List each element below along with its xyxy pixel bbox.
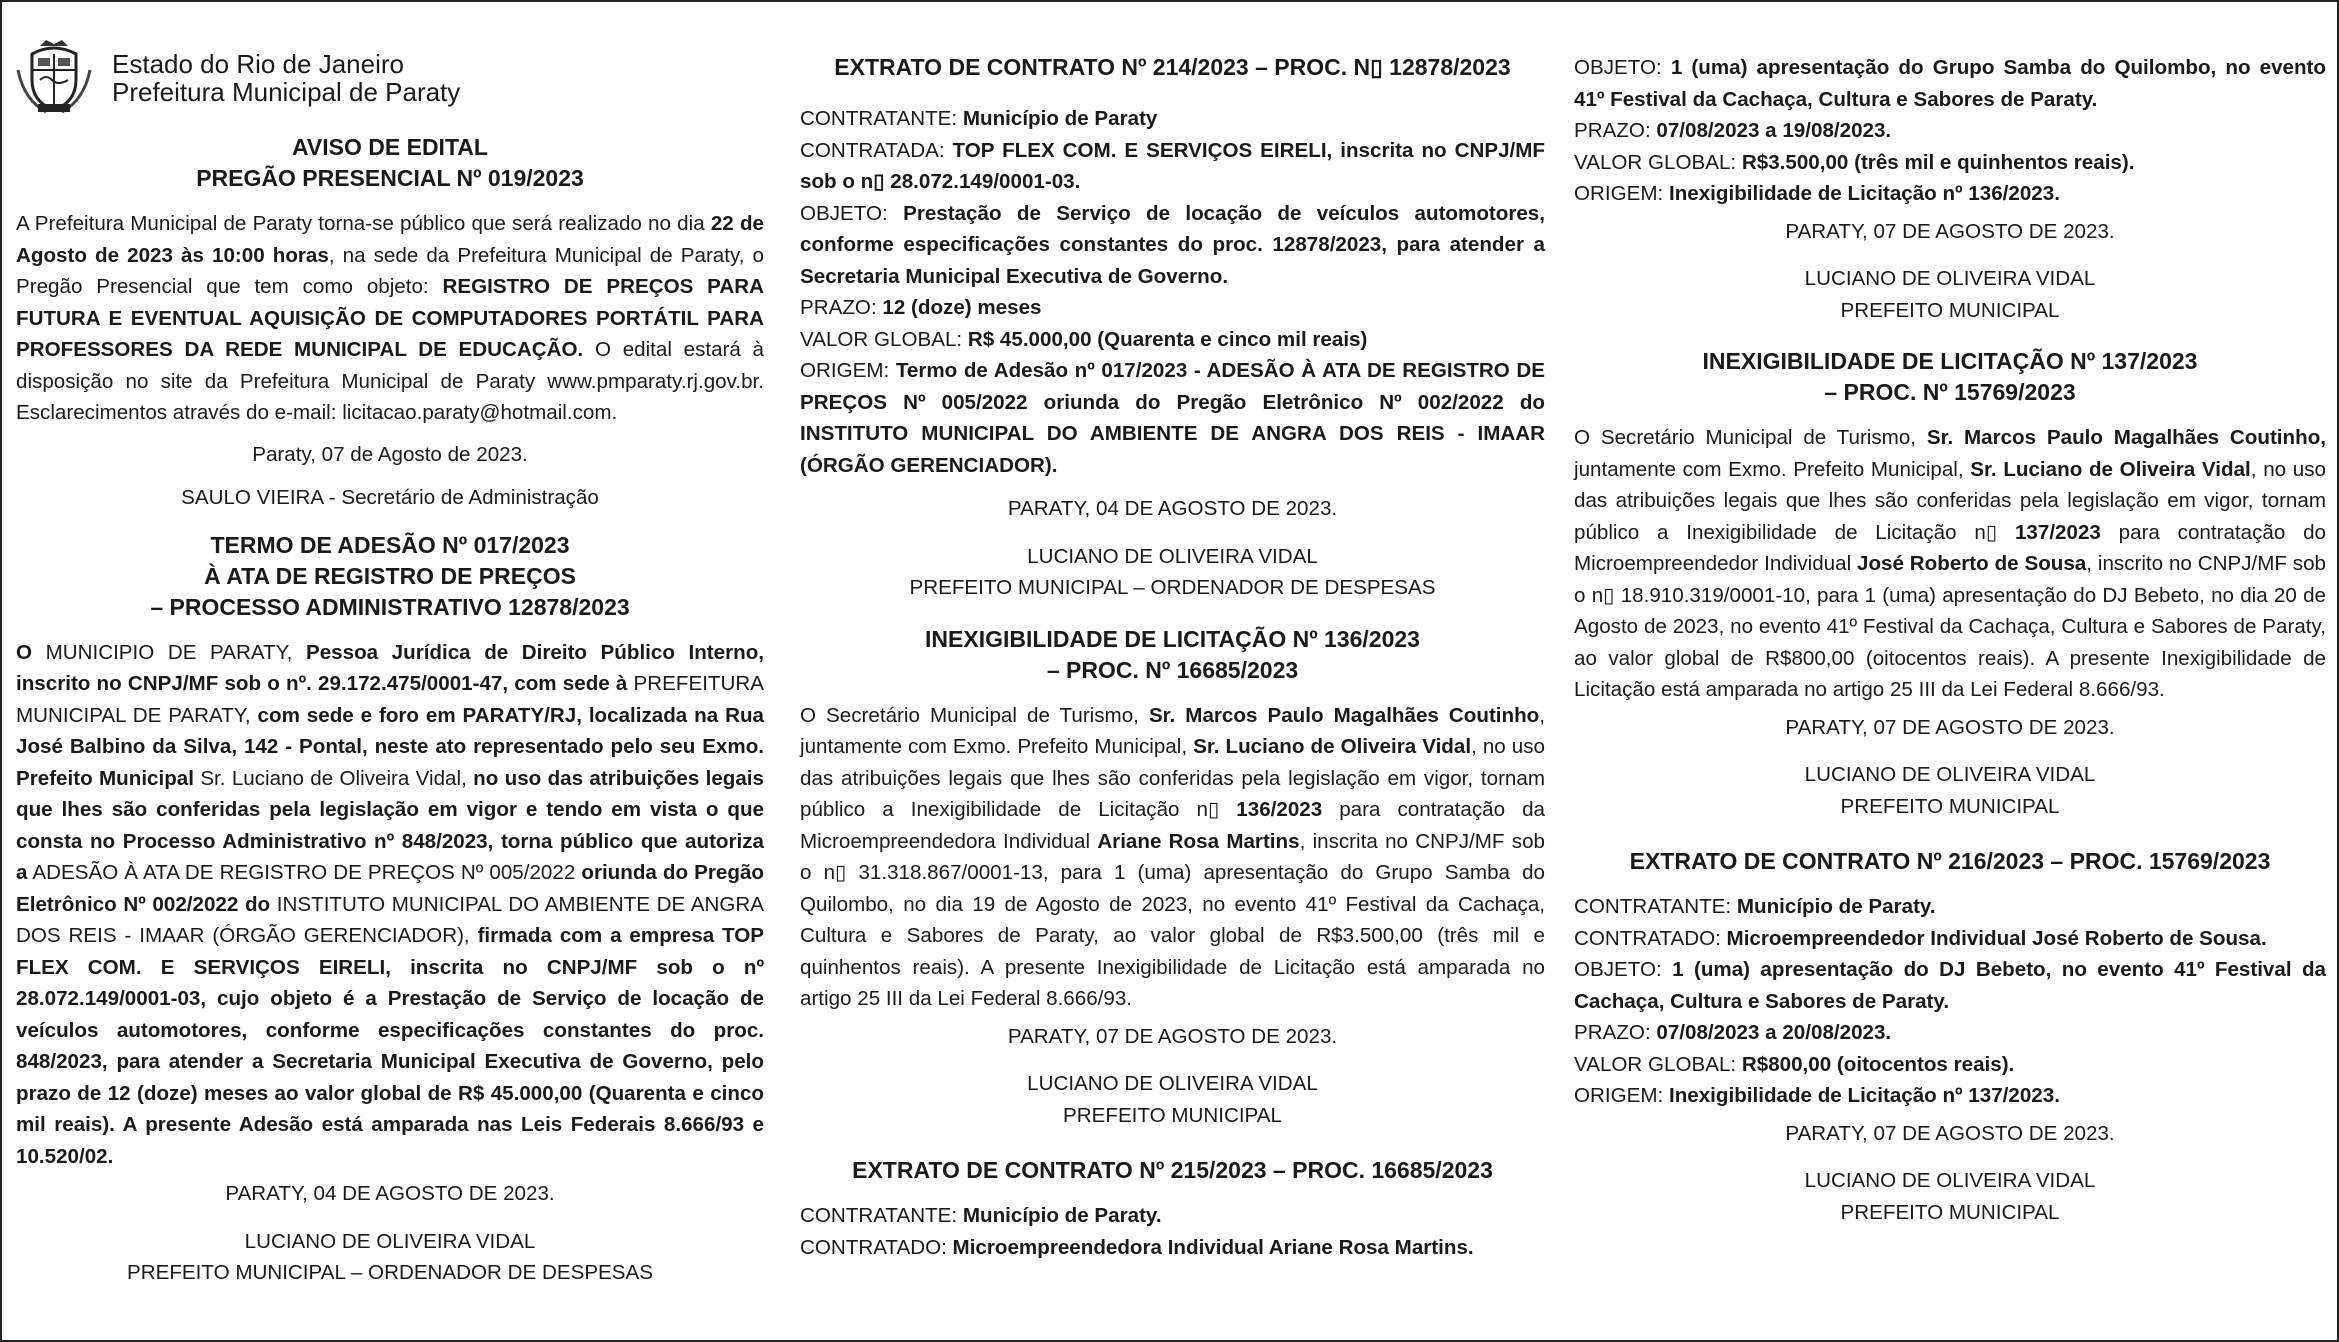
ext214-signer-role: PREFEITO MUNICIPAL – ORDENADOR DE DESPESAS <box>909 576 1436 599</box>
termo-signature <box>16 1178 764 1289</box>
inex136-signature <box>800 1021 1545 1132</box>
ext216-prazo: PRAZO: 07/08/2023 a 20/08/2023. <box>1574 1021 1892 1044</box>
ext215-date: PARATY, 07 DE AGOSTO DE 2023. <box>1785 219 2115 243</box>
ext216-section <box>1574 846 2326 1228</box>
inex136-section <box>800 624 1545 1132</box>
termo-signer: LUCIANO DE OLIVEIRA VIDAL <box>244 1229 536 1253</box>
inex136-title: INEXIGIBILIDADE DE LICITAÇÃO Nº 136/2023 <box>925 625 1420 652</box>
ext215-origem: ORIGEM: Inexigibilidade de Licitação nº 136/2023. <box>1574 182 2060 205</box>
aviso-date: Paraty, 07 de Agosto de 2023. <box>252 442 528 466</box>
aviso-signature: SAULO VIEIRA - Secretário de Administração <box>181 486 599 509</box>
inex136-signer: LUCIANO DE OLIVEIRA VIDAL <box>1027 1072 1318 1095</box>
prefeitura-name: Prefeitura Municipal de Paraty <box>112 77 461 107</box>
inex137-process: – PROC. Nº 15769/2023 <box>1824 379 2076 405</box>
ext214-date: PARATY, 04 DE AGOSTO DE 2023. <box>1007 497 1338 520</box>
inex136-process: – PROC. Nº 16685/2023 <box>1046 656 1299 683</box>
column-1 <box>16 2 764 1340</box>
inex137-signature <box>1574 712 2326 823</box>
aviso-subtitle: PREGÃO PRESENCIAL Nº 019/2023 <box>196 165 584 191</box>
aviso-title: AVISO DE EDITAL <box>292 134 488 160</box>
ext215-section <box>800 1155 1545 1263</box>
inex137-date: PARATY, 07 DE AGOSTO DE 2023. <box>1785 715 2115 739</box>
ext215-contratante: CONTRATANTE: Município de Paraty. <box>800 1204 1162 1227</box>
inex136-date: PARATY, 07 DE AGOSTO DE 2023. <box>1007 1024 1338 1048</box>
aviso-section <box>16 132 764 514</box>
ext215-prazo: PRAZO: 07/08/2023 a 19/08/2023. <box>1574 119 1892 142</box>
ext215-signature <box>1574 216 2326 327</box>
termo-date: PARATY, 04 DE AGOSTO DE 2023. <box>225 1182 555 1205</box>
ext215-objeto: OBJETO: 1 (uma) apresentação do Grupo Samba do Quilombo, no evento 41º Festival da Cachaça, Cultura e Sabores de Paraty. <box>1574 56 2326 111</box>
ext215-continued <box>1574 52 2326 326</box>
ext214-signature <box>800 493 1545 604</box>
ext215-contratado: CONTRATADO: Microempreendedora Individual Ariane Rosa Martins. <box>800 1235 1474 1259</box>
ext216-title: EXTRATO DE CONTRATO Nº 216/2023 – PROC. 15769/2023 <box>1629 848 2271 874</box>
organization <box>112 50 460 106</box>
ext214-signer: LUCIANO DE OLIVEIRA VIDAL <box>1027 544 1318 568</box>
termo-title: TERMO DE ADESÃO Nº 017/2023 <box>210 531 570 558</box>
ext215-valor: VALOR GLOBAL: R$3.500,00 (três mil e quinhentos reais). <box>1574 150 2135 174</box>
coat-of-arms-icon <box>16 40 92 116</box>
inex137-body: O Secretário Municipal de Turismo, Sr. Marcos Paulo Magalhães Coutinho, juntamente com Exmo. Prefeito Municipal, Sr. Luciano de Oliveira Vidal, no uso das atribuições legais que lhes são conferidas pela legislação em vigor, tornam público a Inexigibilidade de Licitação n▯ 137/2023 para contratação do Microempreendedor Individual José Roberto de Sousa, inscrito no CNPJ/MF sob o n▯ 18.910.319/0001-10, para 1 (uma) apresentação do DJ Bebeto, no dia 20 de Agosto de 2023, no evento 41º Festival da Cachaça, Cultura e Sabores de Paraty, ao valor global de R$800,00 (oitocentos reais). A presente Inexigibilidade de Licitação está amparada no artigo 25 III da Lei Federal 8.666/93. <box>1574 426 2327 701</box>
inex136-body: O Secretário Municipal de Turismo, Sr. Marcos Paulo Magalhães Coutinho, juntamente com Exmo. Prefeito Municipal, Sr. Luciano de Oliveira Vidal, no uso das atribuições legais que lhes são conferidas pela legislação em vigor, tornam público a Inexigibilidade de Licitação n▯ 136/2023 para contratação da Microempreendedora Individual Ariane Rosa Martins, inscrita no CNPJ/MF sob o n▯ 31.318.867/0001-13, para 1 (uma) apresentação do Grupo Samba do Quilombo, no dia 19 de Agosto de 2023, no evento 41º Festival da Cachaça, Cultura e Sabores de Paraty, ao valor global de R$3.500,00 (três mil e quinhentos reais). A presente Inexigibilidade de Licitação está amparada no artigo 25 III da Lei Federal 8.666/93. <box>800 703 1546 1010</box>
inex137-signer: LUCIANO DE OLIVEIRA VIDAL <box>1804 763 2096 786</box>
inex137-title: INEXIGIBILIDADE DE LICITAÇÃO Nº 137/2023 <box>1702 348 2198 374</box>
termo-signer-role: PREFEITO MUNICIPAL – ORDENADOR DE DESPESAS <box>126 1261 653 1284</box>
ext214-objeto: OBJETO: Prestação de Serviço de locação de veículos automotores, conforme especificações constantes do proc. 12878/2023, para atender a Secretaria Municipal Executiva de Governo. <box>800 201 1545 288</box>
column-2 <box>800 2 1545 1340</box>
termo-body: O MUNICIPIO DE PARATY, Pessoa Jurídica de Direito Público Interno, inscrito no CNPJ/MF sob o nº. 29.172.475/0001-47, com sede à PREFEITURA MUNICIPAL DE PARATY, com sede e foro em PARATY/RJ, localizada na Rua José Balbino da Silva, 142 - Pontal, neste ato representado pelo seu Exmo. Prefeito Municipal Sr. Luciano de Oliveira Vidal, no uso das atribuições legais que lhes são conferidas pela legislação em vigor e tendo em vista o que consta no Processo Administrativo nº 848/2023, torna público que autoriza a ADESÃO À ATA DE REGISTRO DE PREÇOS Nº 005/2022 oriunda do Pregão Eletrônico Nº 002/2022 do INSTITUTO MUNICIPAL DO AMBIENTE DE ANGRA DOS REIS - IMAAR (ÓRGÃO GERENCIADOR), firmada com a empresa TOP FLEX COM. E SERVIÇOS EIRELI, inscrita no CNPJ/MF sob o nº 28.072.149/0001-03, cujo objeto é a Prestação de Serviço de locação de veículos automotores, conforme especificações constantes do proc. 848/2023, para atender a Secretaria Municipal Executiva de Governo, pelo prazo de 12 (doze) meses ao valor global de R$ 45.000,00 (Quarenta e cinco mil reais). A presente Adesão está amparada nas Leis Federais 8.666/93 e 10.520/02. <box>16 640 765 1168</box>
ext214-title: EXTRATO DE CONTRATO Nº 214/2023 – PROC. N▯ 12878/2023 <box>834 54 1511 80</box>
state-name: Estado do Rio de Janeiro <box>112 49 404 79</box>
termo-section <box>16 530 764 1289</box>
ext216-signature <box>1574 1118 2326 1229</box>
ext215-title: EXTRATO DE CONTRATO Nº 215/2023 – PROC. 16685/2023 <box>852 1157 1493 1183</box>
ext214-contratante: CONTRATANTE: Município de Paraty <box>800 107 1158 130</box>
ext216-date: PARATY, 07 DE AGOSTO DE 2023. <box>1785 1121 2115 1145</box>
column-3 <box>1574 2 2326 1340</box>
termo-process: – PROCESSO ADMINISTRATIVO 12878/2023 <box>150 593 630 620</box>
ext216-contratante: CONTRATANTE: Município de Paraty. <box>1574 895 1936 918</box>
ext214-prazo: PRAZO: 12 (doze) meses <box>800 296 1042 319</box>
ext214-valor: VALOR GLOBAL: R$ 45.000,00 (Quarenta e cinco mil reais) <box>800 327 1368 351</box>
ext216-signer: LUCIANO DE OLIVEIRA VIDAL <box>1804 1169 2096 1192</box>
inex137-section <box>1574 346 2326 822</box>
ext214-contratada: CONTRATADA: TOP FLEX COM. E SERVIÇOS EIRELI, inscrita no CNPJ/MF sob o n▯ 28.072.149/0001-03. <box>800 138 1545 193</box>
ext215-signer: LUCIANO DE OLIVEIRA VIDAL <box>1804 267 2096 290</box>
ext216-origem: ORIGEM: Inexigibilidade de Licitação nº 137/2023. <box>1574 1084 2060 1107</box>
ext216-valor: VALOR GLOBAL: R$800,00 (oitocentos reais). <box>1574 1052 2015 1076</box>
ext215-signer-role: PREFEITO MUNICIPAL <box>1840 298 2060 322</box>
ext214-section <box>800 52 1545 604</box>
ext216-objeto: OBJETO: 1 (uma) apresentação do DJ Bebeto, no evento 41º Festival da Cachaça, Cultura e Sabores de Paraty. <box>1574 958 2326 1013</box>
inex137-signer-role: PREFEITO MUNICIPAL <box>1840 794 2060 818</box>
termo-subtitle: À ATA DE REGISTRO DE PREÇOS <box>204 562 576 589</box>
inex136-signer-role: PREFEITO MUNICIPAL <box>1063 1103 1282 1127</box>
page-header <box>16 40 764 116</box>
ext216-signer-role: PREFEITO MUNICIPAL <box>1840 1200 2060 1224</box>
ext214-origem: ORIGEM: Termo de Adesão nº 017/2023 - ADESÃO À ATA DE REGISTRO DE PREÇOS Nº 005/2022 oriunda do Pregão Eletrônico Nº 002/2022 do INSTITUTO MUNICIPAL DO AMBIENTE DE ANGRA DOS REIS - IMAAR (ÓRGÃO GERENCIADOR). <box>800 359 1545 477</box>
aviso-body: A Prefeitura Municipal de Paraty torna-se público que será realizado no dia 22 de Agosto de 2023 às 10:00 horas, na sede da Prefeitura Municipal de Paraty, o Pregão Presencial que tem como objeto: REGISTRO DE PREÇOS PARA FUTURA E EVENTUAL AQUISIÇÃO DE COMPUTADORES PORTÁTIL PARA PROFESSORES DA REDE MUNICIPAL DE EDUCAÇÃO. O edital estará à disposição no site da Prefeitura Municipal de Paraty www.pmparaty.rj.gov.br. Esclarecimentos através do e-mail: licitacao.paraty@hotmail.com. <box>16 212 765 424</box>
ext216-contratado: CONTRATADO: Microempreendedor Individual José Roberto de Sousa. <box>1574 926 2267 950</box>
